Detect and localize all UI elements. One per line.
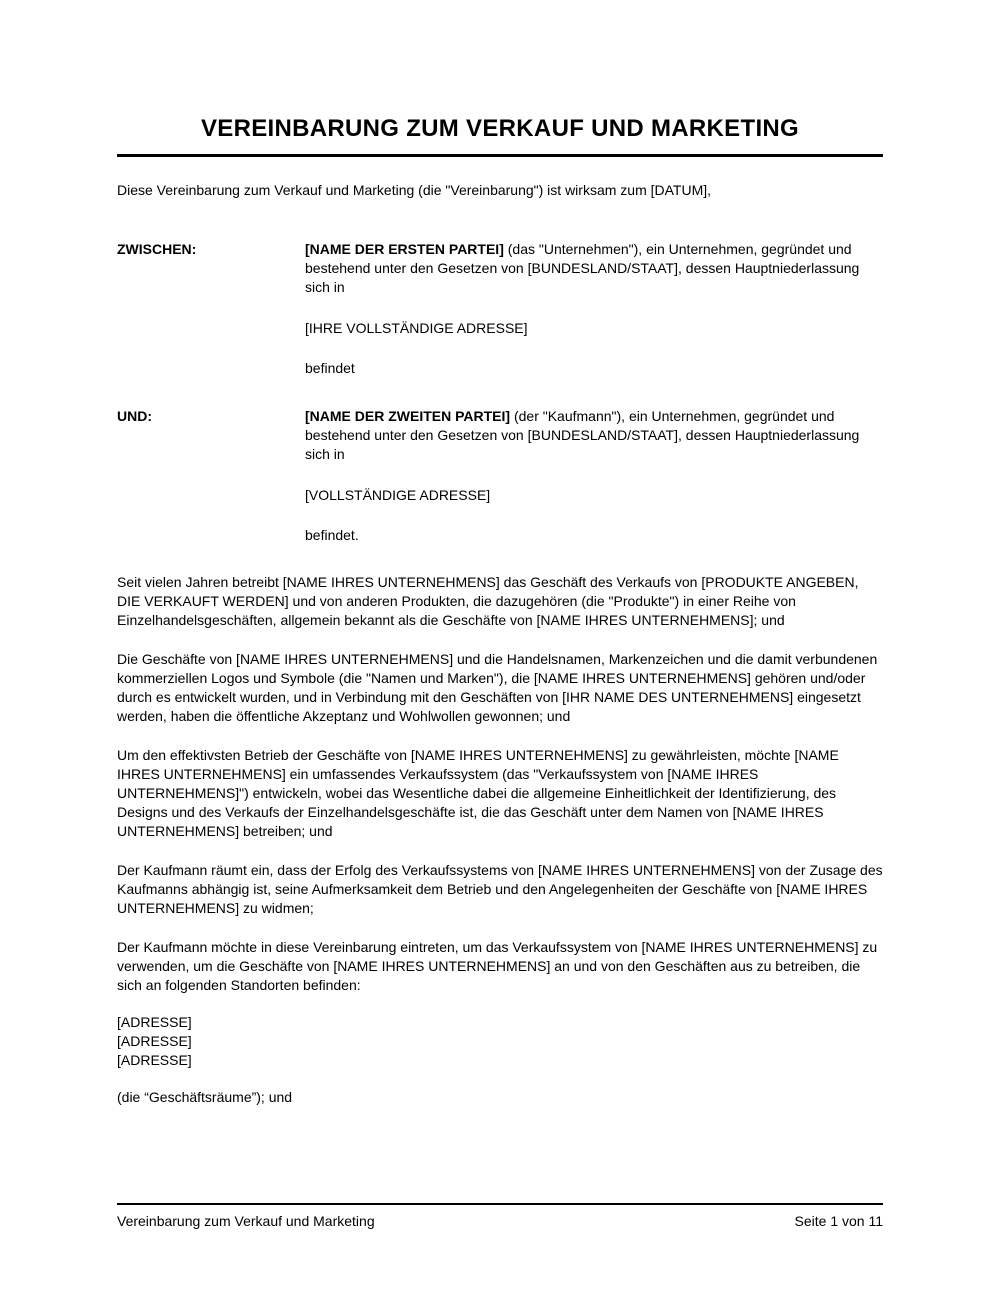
party-description [305, 240, 865, 297]
address-line: [ADRESSE] [117, 1014, 192, 1030]
recital-paragraph: Der Kaufmann räumt ein, dass der Erfolg des Verkaufssystems von [NAME IHRES UNTERNEHMENS] von der Zusage des Kaufmanns abhängig ist, seine Aufmerksamkeit dem Betrieb und den Angelegenheiten der Geschäfte von [NAME IHRES UNTERNEHMENS] zu widmen; [117, 862, 883, 916]
address-line: [ADRESSE] [117, 1052, 192, 1068]
party-label: UND: [117, 408, 152, 424]
document-content [117, 0, 883, 1107]
party-content [305, 407, 865, 545]
page-title: VEREINBARUNG ZUM VERKAUF UND MARKETING [200, 115, 800, 142]
party-name: [NAME DER ZWEITEN PARTEI] [305, 408, 511, 424]
recital-paragraph: Die Geschäfte von [NAME IHRES UNTERNEHMENS] und die Handelsnamen, Markenzeichen und die damit verbundenen kommerziellen Logos und Symbole (die "Namen und Marken"), die [NAME IHRES UNTERNEHMENS] gehören und/oder durch es entwickelt wurden, und in Verbindung mit den Geschäften von [IHR NAME DES UNTERNEHMENS] eingesetzt werden, haben die öffentliche Akzeptanz und Wohlwollen gewonnen; und [117, 651, 878, 724]
footer-row [117, 1212, 883, 1231]
address-list [117, 1013, 883, 1070]
recital-paragraph: Um den effektivsten Betrieb der Geschäfte von [NAME IHRES UNTERNEHMENS] zu gewährleisten, möchte [NAME IHRES UNTERNEHMENS] ein umfassendes Verkaufssystem (das "Verkaufssystem von [NAME IHRES UNTERNEHMENS]") entwickeln, wobei das Wesentliche dabei die allgemeine Einheitlichkeit der Identifizierung, des Designs und des Verkaufs der Einzelhandelsgeschäfte ist, die das Geschäft unter dem Namen von [NAME IHRES UNTERNEHMENS] betreiben; und [117, 747, 839, 839]
party-address: [VOLLSTÄNDIGE ADRESSE] [305, 487, 491, 503]
party-description [305, 407, 865, 464]
party-description-text: (der "Kaufmann"), ein Unternehmen, gegründet und bestehend unter den Gesetzen von [BUNDESLAND/STAAT], dessen Hauptniederlassung sich in [305, 408, 860, 462]
footer-page-number: Seite 1 von 11 [794, 1213, 883, 1229]
recital-paragraph: Der Kaufmann möchte in diese Vereinbarung eintreten, um das Verkaufssystem von [NAME IHRES UNTERNEHMENS] zu verwenden, um die Geschäfte von [NAME IHRES UNTERNEHMENS] an und von den Geschäften aus zu betreiben, die sich an folgenden Standorten befinden: [117, 939, 878, 993]
address-line: [ADRESSE] [117, 1033, 192, 1049]
party-address: [IHRE VOLLSTÄNDIGE ADRESSE] [305, 320, 528, 336]
intro-paragraph: Diese Vereinbarung zum Verkauf und Marketing (die "Vereinbarung") ist wirksam zum [DATUM], [117, 182, 712, 198]
title-rule [117, 154, 883, 157]
party-name: [NAME DER ERSTEN PARTEI] [305, 241, 504, 257]
party-closing: befindet [305, 360, 355, 376]
recital-paragraph: Seit vielen Jahren betreibt [NAME IHRES UNTERNEHMENS] das Geschäft des Verkaufs von [PRODUKTE ANGEBEN, DIE VERKAUFT WERDEN] und von anderen Produkten, die dazugehören (die "Produkte") in einer Reihe von Einzelhandelsgeschäften, allgemein bekannt als die Geschäfte von [NAME IHRES UNTERNEHMENS]; und [117, 574, 859, 628]
party-label: ZWISCHEN: [117, 241, 197, 257]
party-block-und [117, 407, 883, 545]
party-closing: befindet. [305, 527, 359, 543]
page-footer [117, 1203, 883, 1231]
footer-rule [117, 1203, 883, 1205]
party-block-zwischen [117, 240, 883, 378]
footer-document-title: Vereinbarung zum Verkauf und Marketing [117, 1213, 375, 1229]
party-content [305, 240, 865, 378]
premises-note: (die “Geschäftsräume”); und [117, 1089, 293, 1105]
party-description-text: (das "Unternehmen"), ein Unternehmen, gegründet und bestehend unter den Gesetzen von [BUNDESLAND/STAAT], dessen Hauptniederlassung sich in [305, 241, 860, 295]
